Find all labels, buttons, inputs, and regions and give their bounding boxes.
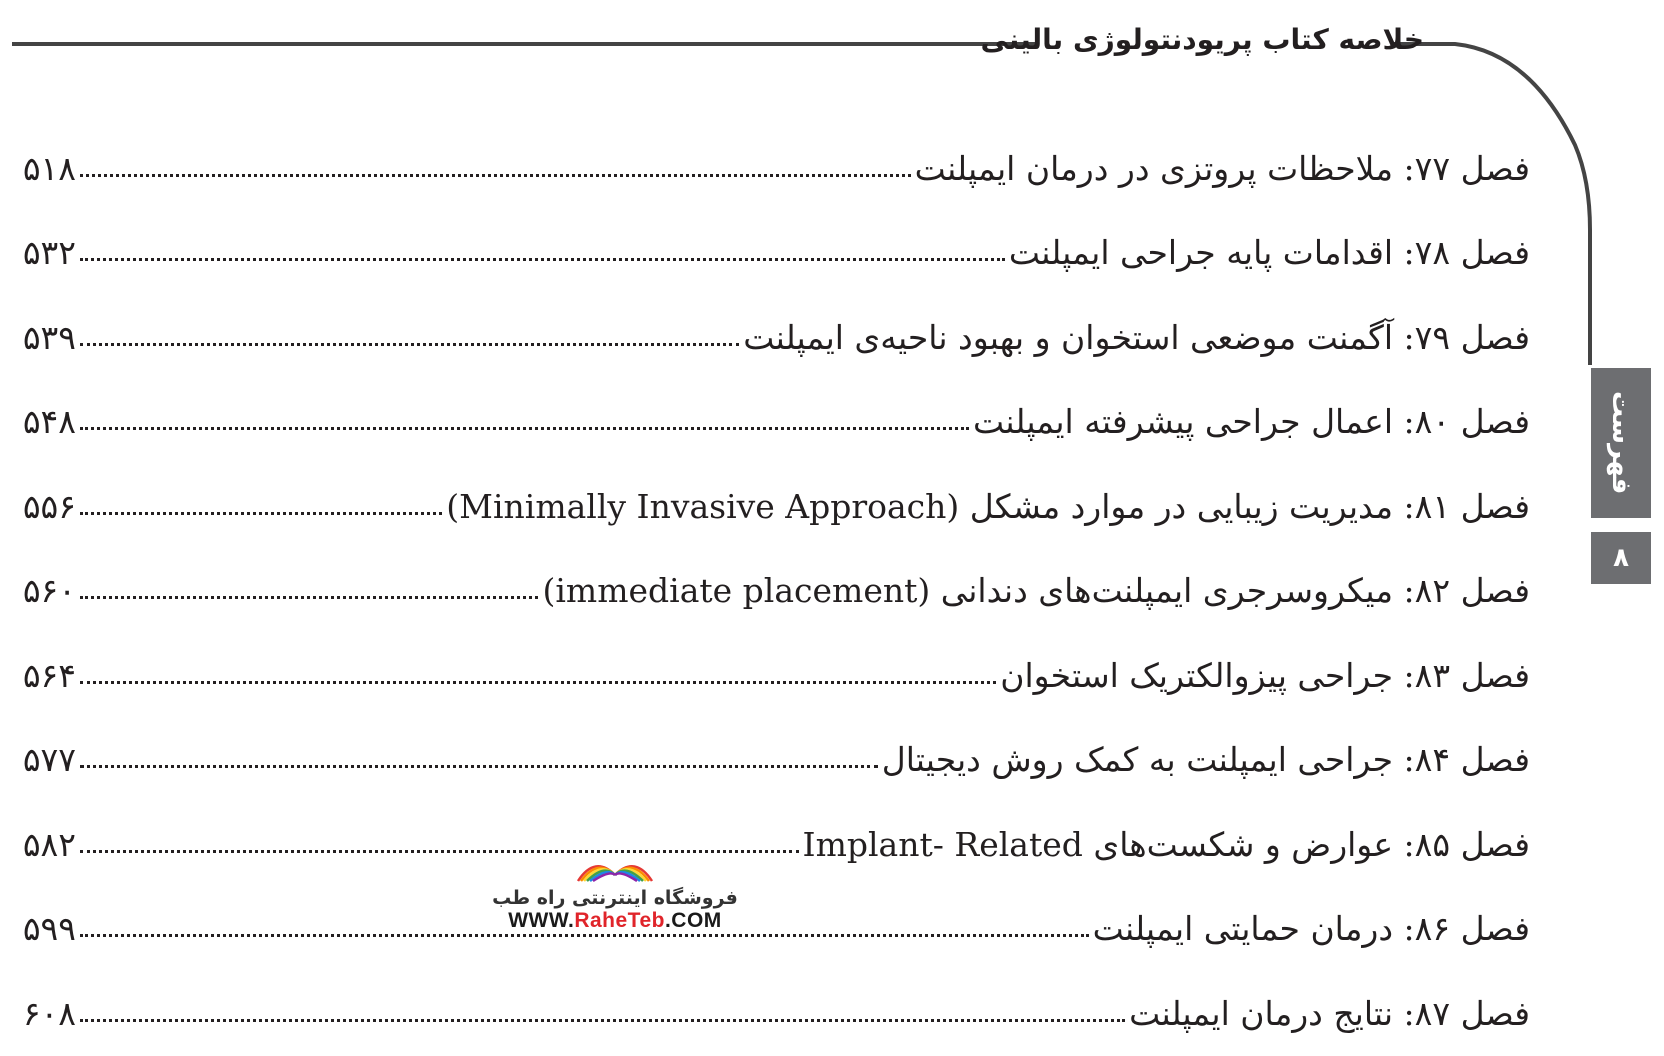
toc-row[interactable] bbox=[10, 380, 1530, 465]
toc-chapter: فصل ۸۴: bbox=[1403, 740, 1530, 780]
toc-page-number: ۵۹۹ bbox=[22, 909, 76, 949]
toc-entry bbox=[803, 825, 1530, 864]
toc-page-number: ۵۸۲ bbox=[22, 824, 76, 864]
toc-page-number: ۵۱۸ bbox=[22, 148, 76, 188]
toc-entry bbox=[1093, 909, 1530, 948]
toc-row[interactable] bbox=[10, 549, 1530, 634]
toc-title: مدیریت زیبایی در موارد مشکل (Minimally Invasive Approach) bbox=[446, 486, 1394, 526]
toc-page-number: ۵۶۰ bbox=[22, 571, 76, 611]
toc-page-number: ۶۰۸ bbox=[22, 993, 76, 1033]
toc-entry bbox=[542, 571, 1530, 610]
toc-entry bbox=[743, 318, 1530, 357]
dot-leader bbox=[80, 765, 878, 768]
book-title: خلاصه کتاب پریودنتولوژی بالینی bbox=[980, 23, 1424, 56]
dot-leader bbox=[80, 174, 911, 177]
toc-chapter: فصل ۷۹: bbox=[1403, 317, 1530, 357]
toc-page-number: ۵۳۲ bbox=[22, 233, 76, 273]
toc-title: جراحی پیزوالکتریک استخوان bbox=[1000, 655, 1394, 695]
toc-row[interactable] bbox=[10, 718, 1530, 803]
toc-row[interactable] bbox=[10, 802, 1530, 887]
toc-chapter: فصل ۸۵: bbox=[1403, 824, 1530, 864]
watermark-url-suffix: .COM bbox=[664, 909, 722, 932]
toc-chapter: فصل ۷۷: bbox=[1403, 148, 1530, 188]
book-logo-icon bbox=[570, 845, 660, 885]
toc-chapter: فصل ۸۲: bbox=[1403, 571, 1530, 611]
toc-title: میکروسرجری ایمپلنت‌های دندانی (immediate placement) bbox=[542, 571, 1394, 611]
toc-page-number: ۵۳۹ bbox=[22, 317, 76, 357]
toc-chapter: فصل ۸۳: bbox=[1403, 655, 1530, 695]
toc-chapter: فصل ۷۸: bbox=[1403, 233, 1530, 273]
dot-leader bbox=[80, 1019, 1125, 1022]
toc-title: اقدامات پایه جراحی ایمپلنت bbox=[1008, 233, 1394, 273]
toc-row[interactable] bbox=[10, 887, 1530, 972]
toc-chapter: فصل ۸۷: bbox=[1403, 993, 1530, 1033]
toc-row[interactable] bbox=[10, 126, 1530, 211]
toc-title: درمان حمایتی ایمپلنت bbox=[1092, 909, 1394, 949]
watermark-url-brand: RaheTeb bbox=[574, 909, 665, 932]
watermark-url-prefix: WWW. bbox=[508, 909, 575, 932]
toc-chapter: فصل ۸۰: bbox=[1403, 402, 1530, 442]
dot-leader bbox=[80, 427, 969, 430]
toc-row[interactable] bbox=[10, 295, 1530, 380]
section-tab-label: فهرست bbox=[1606, 391, 1636, 495]
dot-leader bbox=[80, 512, 442, 515]
section-tab bbox=[1591, 368, 1651, 518]
page-number-badge: ۸ bbox=[1591, 532, 1651, 584]
toc-row[interactable] bbox=[10, 971, 1530, 1056]
toc-entry bbox=[1000, 656, 1530, 695]
toc-row[interactable] bbox=[10, 211, 1530, 296]
toc-row[interactable] bbox=[10, 633, 1530, 718]
toc-row[interactable] bbox=[10, 464, 1530, 549]
dot-leader bbox=[80, 343, 739, 346]
toc-chapter: فصل ۸۶: bbox=[1403, 909, 1530, 949]
watermark-url bbox=[485, 909, 745, 933]
dot-leader bbox=[80, 681, 996, 684]
dot-leader bbox=[80, 596, 538, 599]
toc-page-number: ۵۷۷ bbox=[22, 740, 76, 780]
toc-chapter: فصل ۸۱: bbox=[1403, 486, 1530, 526]
toc-page-number: ۵۵۶ bbox=[22, 486, 76, 526]
toc-entry bbox=[973, 402, 1530, 441]
toc-entry bbox=[882, 740, 1530, 779]
toc-entry bbox=[1129, 994, 1530, 1033]
watermark bbox=[485, 845, 745, 965]
watermark-shop-name: فروشگاه اینترنتی راه طب bbox=[492, 887, 738, 909]
table-of-contents bbox=[10, 126, 1530, 1056]
toc-entry bbox=[915, 149, 1530, 188]
toc-title: اعمال جراحی پیشرفته ایمپلنت bbox=[973, 402, 1394, 442]
toc-page-number: ۵۶۴ bbox=[22, 655, 76, 695]
dot-leader bbox=[80, 258, 1005, 261]
toc-title: جراحی ایمپلنت به کمک روش دیجیتال bbox=[881, 740, 1394, 780]
toc-title: عوارض و شکست‌های Implant- Related bbox=[802, 824, 1394, 864]
toc-title: آگمنت موضعی استخوان و بهبود ناحیه‌ی ایمپلنت bbox=[743, 317, 1394, 357]
toc-page-number: ۵۴۸ bbox=[22, 402, 76, 442]
toc-entry bbox=[1009, 233, 1530, 272]
toc-title: ملاحظات پروتزی در درمان ایمپلنت bbox=[914, 148, 1394, 188]
toc-title: نتایج درمان ایمپلنت bbox=[1129, 993, 1394, 1033]
toc-entry bbox=[446, 487, 1530, 526]
